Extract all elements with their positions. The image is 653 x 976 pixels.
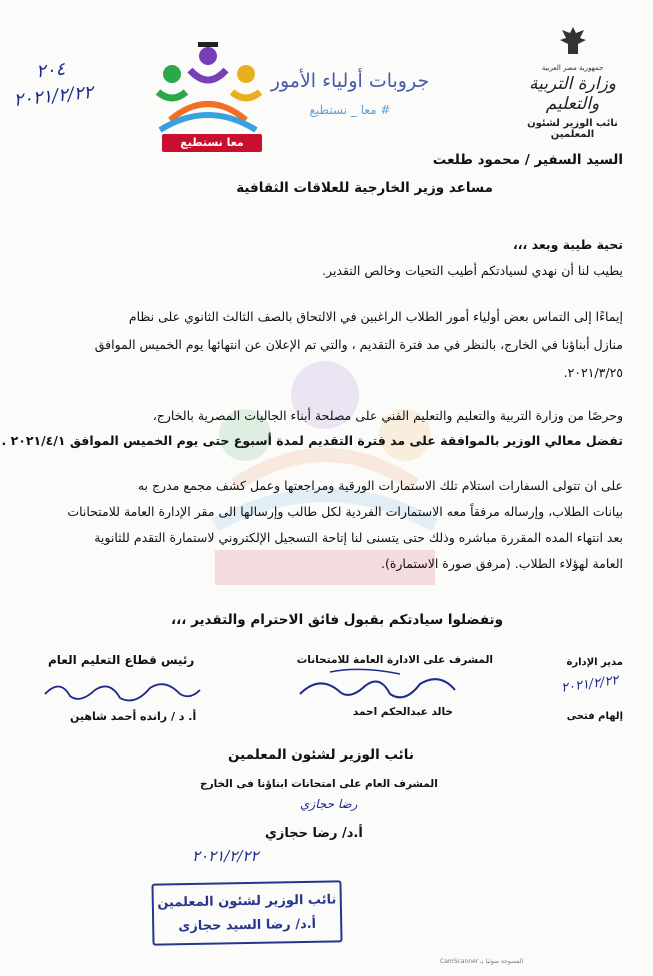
scanner-footer-note: CamScanner المسوحة ضوئيا بـ [440,958,524,965]
greeting: تحية طيبة وبعد ،،، [513,237,623,252]
eagle-emblem-icon [556,24,590,58]
paragraph-2-line-1: وحرصًا من وزارة التربية والتعليم والتعليم الفني على مصلحة أبناء الجاليات المصرية بالخارج، [152,408,623,423]
deputy-title: نائب الوزير لشئون المعلمين [228,747,414,763]
deputy-date: ٢٠٢١/٢/٢٢ [192,847,259,865]
deputy-name: أ.د/ رضا حجازي [265,826,363,841]
deputy-handwritten-signature: رضا حجازي [300,797,358,811]
official-stamp [151,880,342,945]
director-date: ٢٠٢١/٢/٢٢ [560,673,620,696]
stamp-line-2: أ.د/ رضا السيد حجازى [178,916,317,935]
head-title: رئيس قطاع التعليم العام [48,653,195,667]
director-title: مدير الإدارة [566,657,623,668]
handwritten-ref-number: ٢٠٤ [35,58,67,83]
logo-caption: معا نستطيع [162,134,262,152]
parents-group-logo [150,40,280,148]
ministry-name: وزارة التربية والتعليم [528,74,617,114]
supervisor-signature [290,664,460,706]
director-name: إلهام فتحى [566,711,623,722]
ministry-header [505,24,640,140]
paragraph-3-line-4: العامة لهؤلاء الطلاب. (مرفق صورة الاستمارة). [381,556,623,571]
ministry-department: نائب الوزير لشئون المعلمين [527,118,618,140]
paragraph-1-line-1: إيماءًا إلى التماس بعض أولياء أمور الطلاب الراغبين في الالتحاق بالصف الثالث الثانوي على نظام [128,309,623,324]
supervisor-name: خالد عبدالحكم احمد [352,706,453,718]
brand-hashtag: # معا _ نستطيع [309,103,391,117]
ministry-country: جمهورية مصر العربية [541,64,604,72]
paragraph-1-line-3: ٢٠٢١/٣/٢٥. [563,365,623,380]
closing-line: وتفضلوا سيادتكم بقبول فائق الاحترام والتقدير ،،، [171,612,503,628]
paragraph-3-line-2: بيانات الطلاب، وإرساله مرفقاً معه الاستمارات الفردية لكل طالب وإرسالها الى مقر الإدارة العامة للامتحانات [67,504,623,519]
head-name: أ. د / رانده أحمد شاهين [70,710,197,723]
intro-line: يطيب لنا أن نهدي لسيادتكم أطيب التحيات وخالص التقدير. [322,263,623,278]
handwritten-ref-date: ٢٠٢١/٢/٢٢ [12,81,95,112]
supervisor-title: المشرف على الادارة العامة للامتحانات [296,654,493,666]
paragraph-2-line-2: تفضل معالي الوزير بالموافقة على مد فترة التقديم لمدة أسبوع حتى يوم الخميس الموافق ٢٠٢١/٤/١ . [1,433,623,448]
paragraph-1-line-2: منازل أبناؤنا في الخارج، بالنظر في مد فترة التقديم ، والتي تم الإعلان عن انتهائها يوم الخميس الموافق [94,337,623,352]
head-signature [40,672,205,708]
stamp-line-1: نائب الوزير لشئون المعلمين [157,892,337,911]
addressee-name: السيد السفير / محمود طلعت [432,152,623,168]
paragraph-3-line-1: على ان تتولى السفارات استلام تلك الاستمارات الورقية ومراجعتها وعمل كشف مجمع مدرج به [137,478,623,493]
deputy-subtitle: المشرف العام على امتحانات ابناؤنا فى الخارج [200,778,438,790]
addressee-title: مساعد وزير الخارجية للعلاقات الثقافية [236,180,493,196]
handwritten-reference [10,54,95,114]
brand-title: جروبات أولياء الأمور [270,70,430,92]
paragraph-3-line-3: بعد انتهاء المده المقررة مباشره وذلك حتى يتسنى لنا إتاحة التسجيل الإلكتروني لاستمارة التقدم للثانوية [94,530,623,545]
